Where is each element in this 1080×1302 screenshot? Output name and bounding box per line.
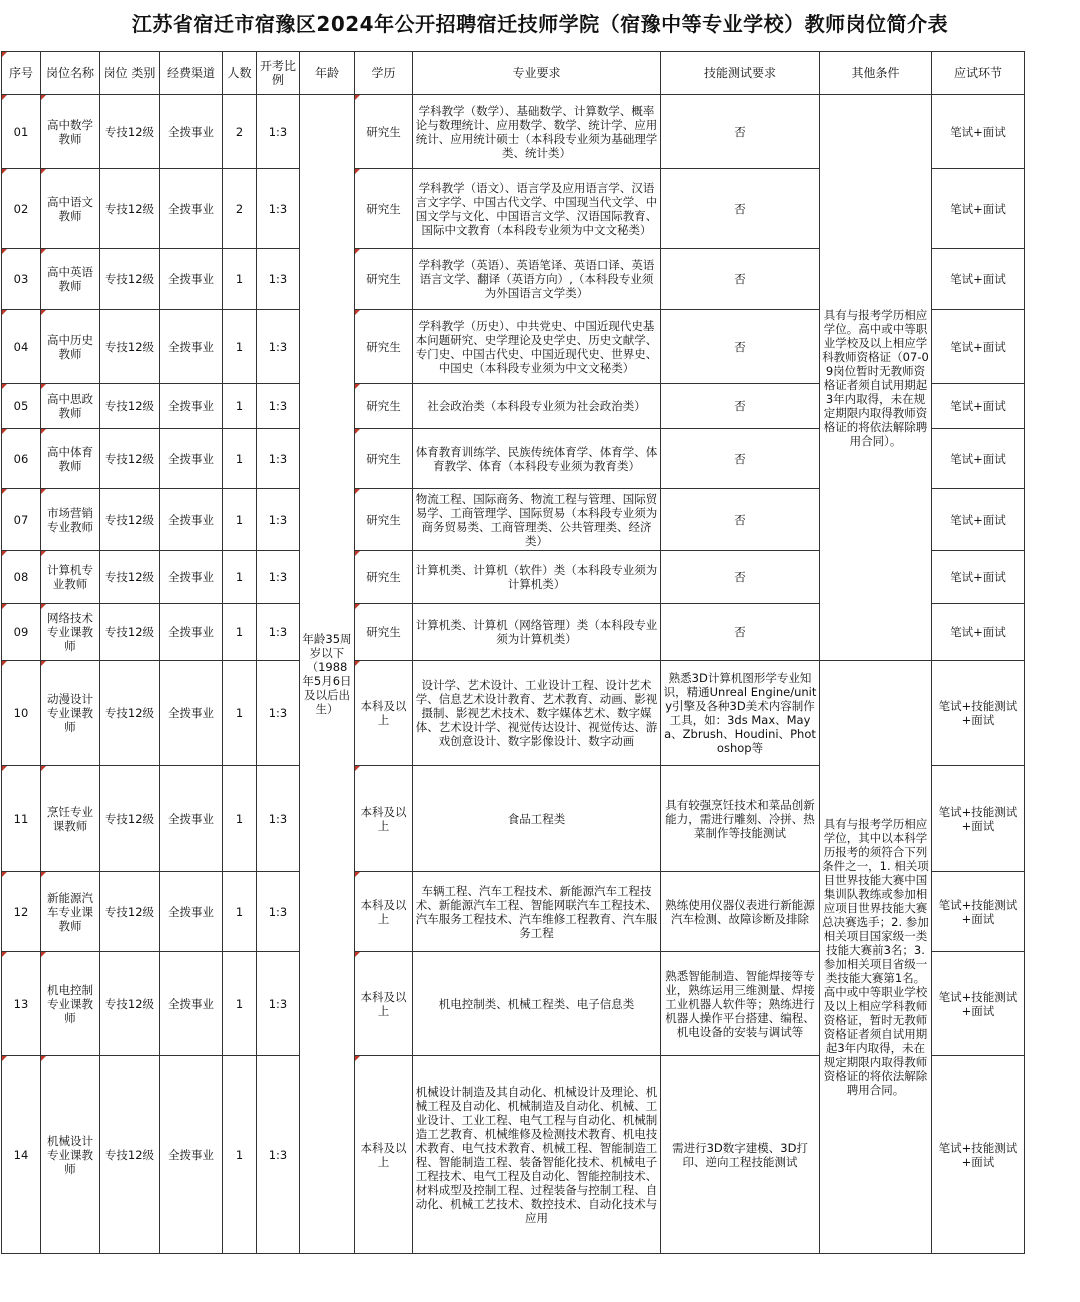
cell-position-name: 动漫设计专业课教师 xyxy=(41,661,100,766)
cell-seq: 02 xyxy=(2,169,41,249)
header-other: 其他条件 xyxy=(820,52,932,95)
cell-funding: 全拨事业 xyxy=(160,872,223,952)
cell-category: 专技12级 xyxy=(100,872,160,952)
cell-skill: 否 xyxy=(661,489,820,551)
cell-funding: 全拨事业 xyxy=(160,95,223,169)
cell-exam: 笔试+技能测试+面试 xyxy=(932,952,1025,1056)
cell-seq: 03 xyxy=(2,249,41,310)
cell-category: 专技12级 xyxy=(100,952,160,1056)
cell-count: 1 xyxy=(223,872,257,952)
cell-seq: 08 xyxy=(2,551,41,604)
cell-education: 本科及以上 xyxy=(355,872,413,952)
cell-seq: 14 xyxy=(2,1056,41,1254)
cell-major: 体育教育训练学、民族传统体育学、体育学、体育教学、体育（本科段专业须为教育类） xyxy=(413,429,661,489)
cell-education: 研究生 xyxy=(355,95,413,169)
cell-ratio: 1:3 xyxy=(257,872,300,952)
cell-funding: 全拨事业 xyxy=(160,169,223,249)
cell-ratio: 1:3 xyxy=(257,169,300,249)
cell-ratio: 1:3 xyxy=(257,766,300,872)
cell-skill: 否 xyxy=(661,249,820,310)
cell-education: 本科及以上 xyxy=(355,661,413,766)
cell-position-name: 高中思政教师 xyxy=(41,384,100,429)
cell-seq: 12 xyxy=(2,872,41,952)
cell-category: 专技12级 xyxy=(100,1056,160,1254)
cell-category: 专技12级 xyxy=(100,429,160,489)
cell-skill: 需进行3D数字建模、3D打印、逆向工程技能测试 xyxy=(661,1056,820,1254)
cell-skill: 否 xyxy=(661,169,820,249)
cell-education: 研究生 xyxy=(355,429,413,489)
cell-count: 1 xyxy=(223,551,257,604)
header-category: 岗位 类别 xyxy=(100,52,160,95)
positions-table xyxy=(1,51,1025,1254)
cell-major: 食品工程类 xyxy=(413,766,661,872)
cell-seq: 11 xyxy=(2,766,41,872)
cell-exam: 笔试+面试 xyxy=(932,489,1025,551)
cell-seq: 01 xyxy=(2,95,41,169)
cell-funding: 全拨事业 xyxy=(160,310,223,384)
cell-exam: 笔试+技能测试+面试 xyxy=(932,1056,1025,1254)
header-count: 人数 xyxy=(223,52,257,95)
page-title: 江苏省宿迁市宿豫区2024年公开招聘宿迁技师学院（宿豫中等专业学校）教师岗位简介表 xyxy=(131,12,949,36)
cell-position-name: 机械设计专业课教师 xyxy=(41,1056,100,1254)
cell-skill: 否 xyxy=(661,95,820,169)
cell-count: 1 xyxy=(223,249,257,310)
cell-exam: 笔试+面试 xyxy=(932,169,1025,249)
cell-education: 研究生 xyxy=(355,249,413,310)
header-seq: 序号 xyxy=(2,52,41,95)
cell-seq: 09 xyxy=(2,604,41,661)
cell-education: 研究生 xyxy=(355,169,413,249)
cell-education: 本科及以上 xyxy=(355,766,413,872)
cell-major: 机械设计制造及其自动化、机械设计及理论、机械工程及自动化、机械制造及自动化、机械、工业设计、工业工程、电气工程与自动化、机械制造工艺教育、机械维修及检测技术教育、机电技术教育、电气技术教育、机械工程、智能制造工程、智能制造工程、装备智能化技术、机械电子工程技术、电气工程及自动化、智能控制技术、材料成型及控制工程、过程装备与控制工程、自动化、机械工艺技术、数控技术、自动化技术与应用 xyxy=(413,1056,661,1254)
header-row xyxy=(2,52,1025,95)
header-name: 岗位名称 xyxy=(41,52,100,95)
cell-count: 1 xyxy=(223,952,257,1056)
cell-skill: 否 xyxy=(661,310,820,384)
cell-funding: 全拨事业 xyxy=(160,551,223,604)
cell-age: 年龄35周岁以下（1988年5月6日及以后出生） xyxy=(300,95,355,1254)
cell-position-name: 新能源汽车专业课教师 xyxy=(41,872,100,952)
cell-position-name: 计算机专业教师 xyxy=(41,551,100,604)
header-ratio: 开考比例 xyxy=(257,52,300,95)
cell-seq: 13 xyxy=(2,952,41,1056)
cell-funding: 全拨事业 xyxy=(160,766,223,872)
cell-funding: 全拨事业 xyxy=(160,489,223,551)
cell-ratio: 1:3 xyxy=(257,95,300,169)
header-age: 年龄 xyxy=(300,52,355,95)
cell-ratio: 1:3 xyxy=(257,551,300,604)
cell-funding: 全拨事业 xyxy=(160,429,223,489)
cell-skill: 否 xyxy=(661,604,820,661)
cell-education: 研究生 xyxy=(355,310,413,384)
cell-education: 本科及以上 xyxy=(355,952,413,1056)
cell-skill: 熟悉智能制造、智能焊接等专业，熟练运用三维测量、焊接工业机器人软件等；熟练进行机器人操作平台搭建、编程、机电设备的安装与调试等 xyxy=(661,952,820,1056)
cell-ratio: 1:3 xyxy=(257,952,300,1056)
cell-skill: 否 xyxy=(661,429,820,489)
cell-category: 专技12级 xyxy=(100,249,160,310)
cell-funding: 全拨事业 xyxy=(160,1056,223,1254)
cell-seq: 07 xyxy=(2,489,41,551)
cell-count: 1 xyxy=(223,766,257,872)
cell-ratio: 1:3 xyxy=(257,604,300,661)
cell-count: 1 xyxy=(223,384,257,429)
cell-education: 本科及以上 xyxy=(355,1056,413,1254)
cell-seq: 05 xyxy=(2,384,41,429)
cell-position-name: 市场营销专业教师 xyxy=(41,489,100,551)
cell-other-conditions: 具有与报考学历相应学位，其中以本科学历报考的须符合下列条件之一，1. 相关项目世界技能大赛中国集训队教练或参加相应项目世界技能大赛总决赛选手；2. 参加相关项目国家级一类技能大赛前3名；3. 参加相关项目省级一类技能大赛第1名。高中或中等职业学校及以上相应学科教师资格证，暂时无教师资格证者须自试用期起3年内取得，未在规定期限内取得教师资格证的将依法解除聘用合同。 xyxy=(820,661,932,1254)
cell-skill: 具有较强烹饪技术和菜品创新能力，需进行雕刻、冷拼、热菜制作等技能测试 xyxy=(661,766,820,872)
cell-category: 专技12级 xyxy=(100,604,160,661)
cell-major: 物流工程、国际商务、物流工程与管理、国际贸易学、工商管理学、国际贸易（本科段专业须为商务贸易类、工商管理类、公共管理类、经济类） xyxy=(413,489,661,551)
cell-exam: 笔试+面试 xyxy=(932,95,1025,169)
cell-category: 专技12级 xyxy=(100,489,160,551)
cell-education: 研究生 xyxy=(355,489,413,551)
cell-funding: 全拨事业 xyxy=(160,249,223,310)
cell-position-name: 高中英语教师 xyxy=(41,249,100,310)
cell-major: 车辆工程、汽车工程技术、新能源汽车工程技术、新能源汽车工程、智能网联汽车工程技术、汽车服务工程技术、汽车维修工程教育、汽车服务工程 xyxy=(413,872,661,952)
cell-education: 研究生 xyxy=(355,551,413,604)
header-education: 学历 xyxy=(355,52,413,95)
cell-ratio: 1:3 xyxy=(257,489,300,551)
cell-major: 计算机类、计算机（网络管理）类（本科段专业须为计算机类） xyxy=(413,604,661,661)
cell-ratio: 1:3 xyxy=(257,310,300,384)
cell-funding: 全拨事业 xyxy=(160,661,223,766)
cell-ratio: 1:3 xyxy=(257,661,300,766)
cell-major: 学科教学（数学）、基础数学、计算数学、概率论与数理统计、应用数学、数学、统计学、应用统计、应用统计硕士（本科段专业须为基础理学类、统计类） xyxy=(413,95,661,169)
cell-ratio: 1:3 xyxy=(257,249,300,310)
cell-category: 专技12级 xyxy=(100,169,160,249)
header-funding: 经费渠道 xyxy=(160,52,223,95)
cell-exam: 笔试+技能测试+面试 xyxy=(932,661,1025,766)
cell-skill: 否 xyxy=(661,551,820,604)
cell-ratio: 1:3 xyxy=(257,384,300,429)
cell-position-name: 高中数学教师 xyxy=(41,95,100,169)
cell-count: 1 xyxy=(223,604,257,661)
cell-funding: 全拨事业 xyxy=(160,952,223,1056)
cell-major: 社会政治类（本科段专业须为社会政治类） xyxy=(413,384,661,429)
cell-major: 计算机类、计算机（软件）类（本科段专业须为计算机类） xyxy=(413,551,661,604)
cell-major: 设计学、艺术设计、工业设计工程、设计艺术学、信息艺术设计教育、艺术教育、动画、影视摄制、影视艺术技术、数字媒体艺术、数字媒体、艺术设计学、视觉传达设计、视觉传达、游戏创意设计、数字影像设计、数字动画 xyxy=(413,661,661,766)
cell-count: 2 xyxy=(223,95,257,169)
cell-education: 研究生 xyxy=(355,604,413,661)
cell-exam: 笔试+技能测试+面试 xyxy=(932,872,1025,952)
cell-count: 1 xyxy=(223,489,257,551)
cell-position-name: 高中语文教师 xyxy=(41,169,100,249)
cell-count: 1 xyxy=(223,661,257,766)
table-row xyxy=(2,95,1025,169)
cell-major: 学科教学（英语）、英语笔译、英语口译、英语语言文学、翻译（英语方向）,（本科段专业须为外国语言文学类） xyxy=(413,249,661,310)
cell-category: 专技12级 xyxy=(100,384,160,429)
cell-exam: 笔试+技能测试+面试 xyxy=(932,766,1025,872)
cell-education: 研究生 xyxy=(355,384,413,429)
cell-count: 1 xyxy=(223,1056,257,1254)
cell-category: 专技12级 xyxy=(100,766,160,872)
cell-skill: 熟悉3D计算机图形学专业知识，精通Unreal Engine/unity引擎及各种3D美术内容制作工具，如：3ds Max、Maya、Zbrush、Houdini、Photoshop等 xyxy=(661,661,820,766)
cell-other-conditions: 具有与报考学历相应学位。高中或中等职业学校及以上相应学科教师资格证（07-09岗位暂时无教师资格证者须自试用期起3年内取得，未在规定期限内取得教师资格证的将依法解除聘用合同）。 xyxy=(820,95,932,661)
cell-count: 1 xyxy=(223,429,257,489)
cell-position-name: 网络技术专业课教师 xyxy=(41,604,100,661)
cell-exam: 笔试+面试 xyxy=(932,310,1025,384)
cell-major: 学科教学（历史）、中共党史、中国近现代史基本问题研究、史学理论及史学史、历史文献学、专门史、中国古代史、中国近现代史、世界史、中国史（本科段专业须为中文文秘类） xyxy=(413,310,661,384)
cell-category: 专技12级 xyxy=(100,551,160,604)
cell-position-name: 机电控制专业课教师 xyxy=(41,952,100,1056)
cell-exam: 笔试+面试 xyxy=(932,604,1025,661)
table-row xyxy=(2,661,1025,766)
cell-funding: 全拨事业 xyxy=(160,384,223,429)
cell-position-name: 烹饪专业课教师 xyxy=(41,766,100,872)
header-exam: 应试环节 xyxy=(932,52,1025,95)
cell-position-name: 高中历史教师 xyxy=(41,310,100,384)
cell-skill: 熟练使用仪器仪表进行新能源汽车检测、故障诊断及排除 xyxy=(661,872,820,952)
cell-exam: 笔试+面试 xyxy=(932,384,1025,429)
cell-position-name: 高中体育教师 xyxy=(41,429,100,489)
cell-count: 2 xyxy=(223,169,257,249)
cell-funding: 全拨事业 xyxy=(160,604,223,661)
cell-seq: 06 xyxy=(2,429,41,489)
cell-exam: 笔试+面试 xyxy=(932,551,1025,604)
cell-exam: 笔试+面试 xyxy=(932,429,1025,489)
cell-major: 学科教学（语文）、语言学及应用语言学、汉语言文字学、中国古代文学、中国现当代文学、中国文学与文化、中国语言文学、汉语国际教育、国际中文教育（本科段专业须为中文文秘类） xyxy=(413,169,661,249)
cell-seq: 10 xyxy=(2,661,41,766)
cell-major: 机电控制类、机械工程类、电子信息类 xyxy=(413,952,661,1056)
header-major: 专业要求 xyxy=(413,52,661,95)
cell-ratio: 1:3 xyxy=(257,1056,300,1254)
header-skill: 技能测试要求 xyxy=(661,52,820,95)
cell-ratio: 1:3 xyxy=(257,429,300,489)
cell-count: 1 xyxy=(223,310,257,384)
cell-category: 专技12级 xyxy=(100,95,160,169)
cell-seq: 04 xyxy=(2,310,41,384)
cell-category: 专技12级 xyxy=(100,661,160,766)
cell-category: 专技12级 xyxy=(100,310,160,384)
cell-exam: 笔试+面试 xyxy=(932,249,1025,310)
cell-skill: 否 xyxy=(661,384,820,429)
